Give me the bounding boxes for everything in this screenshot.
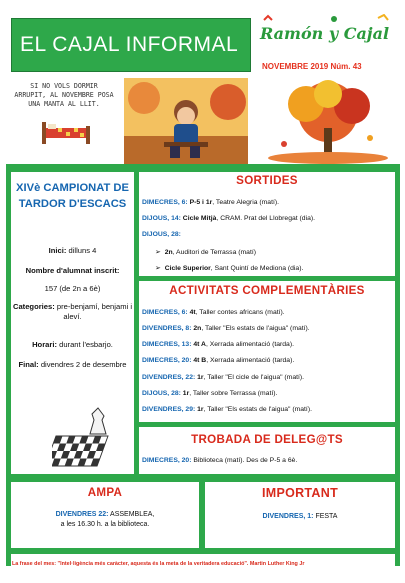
- ampa-text: DIVENDRES 22: ASSEMBLEA, a les 16.30 h. a la biblioteca.: [55, 511, 155, 528]
- divider-activitats: [134, 422, 400, 427]
- important-title: IMPORTANT: [261, 486, 339, 500]
- newsletter-title: EL CAJAL INFORMAL: [20, 33, 239, 56]
- activitats-item: DIMECRES, 6: 4t, Taller contes africans (matí).: [142, 309, 285, 316]
- quote-of-the-month: La frase del mes: "Intel·ligència més caràcter, aquesta és la meta de la veritadera educació". Martin Luther King Jr: [12, 561, 305, 567]
- championship-students-value: 157 (de 2n a 6è): [44, 284, 101, 293]
- divider-bottom: [6, 548, 400, 554]
- activitats-item: DIJOUS, 28: 1r, Taller sobre Terrassa (matí).: [142, 390, 278, 397]
- autumn-tree-illustration: [258, 78, 398, 164]
- championship-title: XIVè CAMPIONAT DE TARDOR D'ESCACS: [16, 182, 129, 210]
- activitats-item: DIVENDRES, 22: 1r, Taller "El cicle de l'aigua" (matí).: [142, 374, 305, 381]
- divider-right: [395, 164, 400, 566]
- championship-start: Inici: dilluns 4: [48, 246, 97, 255]
- arrow-bullet-icon: ➢: [155, 265, 161, 272]
- chessboard-icon: [52, 406, 124, 472]
- sortides-item: DIJOUS, 14: Cicle Mitjà, CRAM. Prat del Llobregat (dia).: [142, 215, 316, 222]
- activitats-item: DIMECRES, 13: 4t A, Xerrada alimentació (tarda).: [142, 341, 294, 348]
- divider-top: [6, 164, 400, 172]
- divider-sortides: [134, 276, 400, 281]
- sortides-subitem: ➢ 2n, Auditori de Terrassa (matí): [155, 249, 256, 256]
- championship-final: Final: divendres 2 de desembre: [18, 360, 127, 369]
- trobada-item: DIMECRES, 20: Biblioteca (matí). Des de P-5 a 6è.: [142, 457, 298, 464]
- important-text: DIVENDRES, 1: FESTA: [262, 513, 338, 520]
- championship-students-label: Nombre d'alumnat inscrit:: [25, 266, 120, 275]
- activitats-title: ACTIVITATS COMPLEMENTÀRIES: [169, 284, 365, 297]
- autumn-boy-illustration: [124, 78, 248, 164]
- championship-categories: Categories: pre-benjamí, benjami i aleví.: [12, 302, 133, 321]
- activitats-item: DIVENDRES, 29: 1r, Taller "Els estats de l'aigua" (matí).: [142, 406, 312, 413]
- championship-schedule: Horari: durant l'esbarjo.: [32, 340, 113, 349]
- school-logo: [258, 14, 398, 56]
- activitats-item: DIVENDRES, 8: 2n, Taller "Els estats de l'aigua" (matí).: [142, 325, 310, 332]
- newsletter-title-banner: [11, 18, 251, 72]
- sortides-title: SORTIDES: [236, 174, 298, 187]
- arrow-bullet-icon: ➢: [155, 249, 161, 256]
- issue-date-number: NOVEMBRE 2019 Núm. 43: [262, 62, 362, 71]
- school-logo-text: Ramón y Cajal: [260, 24, 390, 43]
- proverb-notice: SI NO VOLS DORMIR ARRUPIT, AL NOVEMBRE POSA UNA MANTA AL LLIT.: [14, 82, 114, 108]
- trobada-title: TROBADA DE DELEG@TS: [191, 433, 343, 446]
- ampa-title: AMPA: [87, 486, 123, 499]
- sortides-item: DIJOUS, 28:: [142, 231, 181, 238]
- quilt-bed-icon: [40, 116, 92, 146]
- divider-column: [134, 164, 139, 479]
- activitats-item: DIMECRES, 20: 4t B, Xerrada alimentació (tarda).: [142, 357, 295, 364]
- sortides-subitem: ➢ Cicle Superior, Sant Quintí de Mediona (dia).: [155, 265, 304, 272]
- sortides-item: DIMECRES, 6: P-5 i 1r, Teatre Alegria (matí).: [142, 199, 280, 206]
